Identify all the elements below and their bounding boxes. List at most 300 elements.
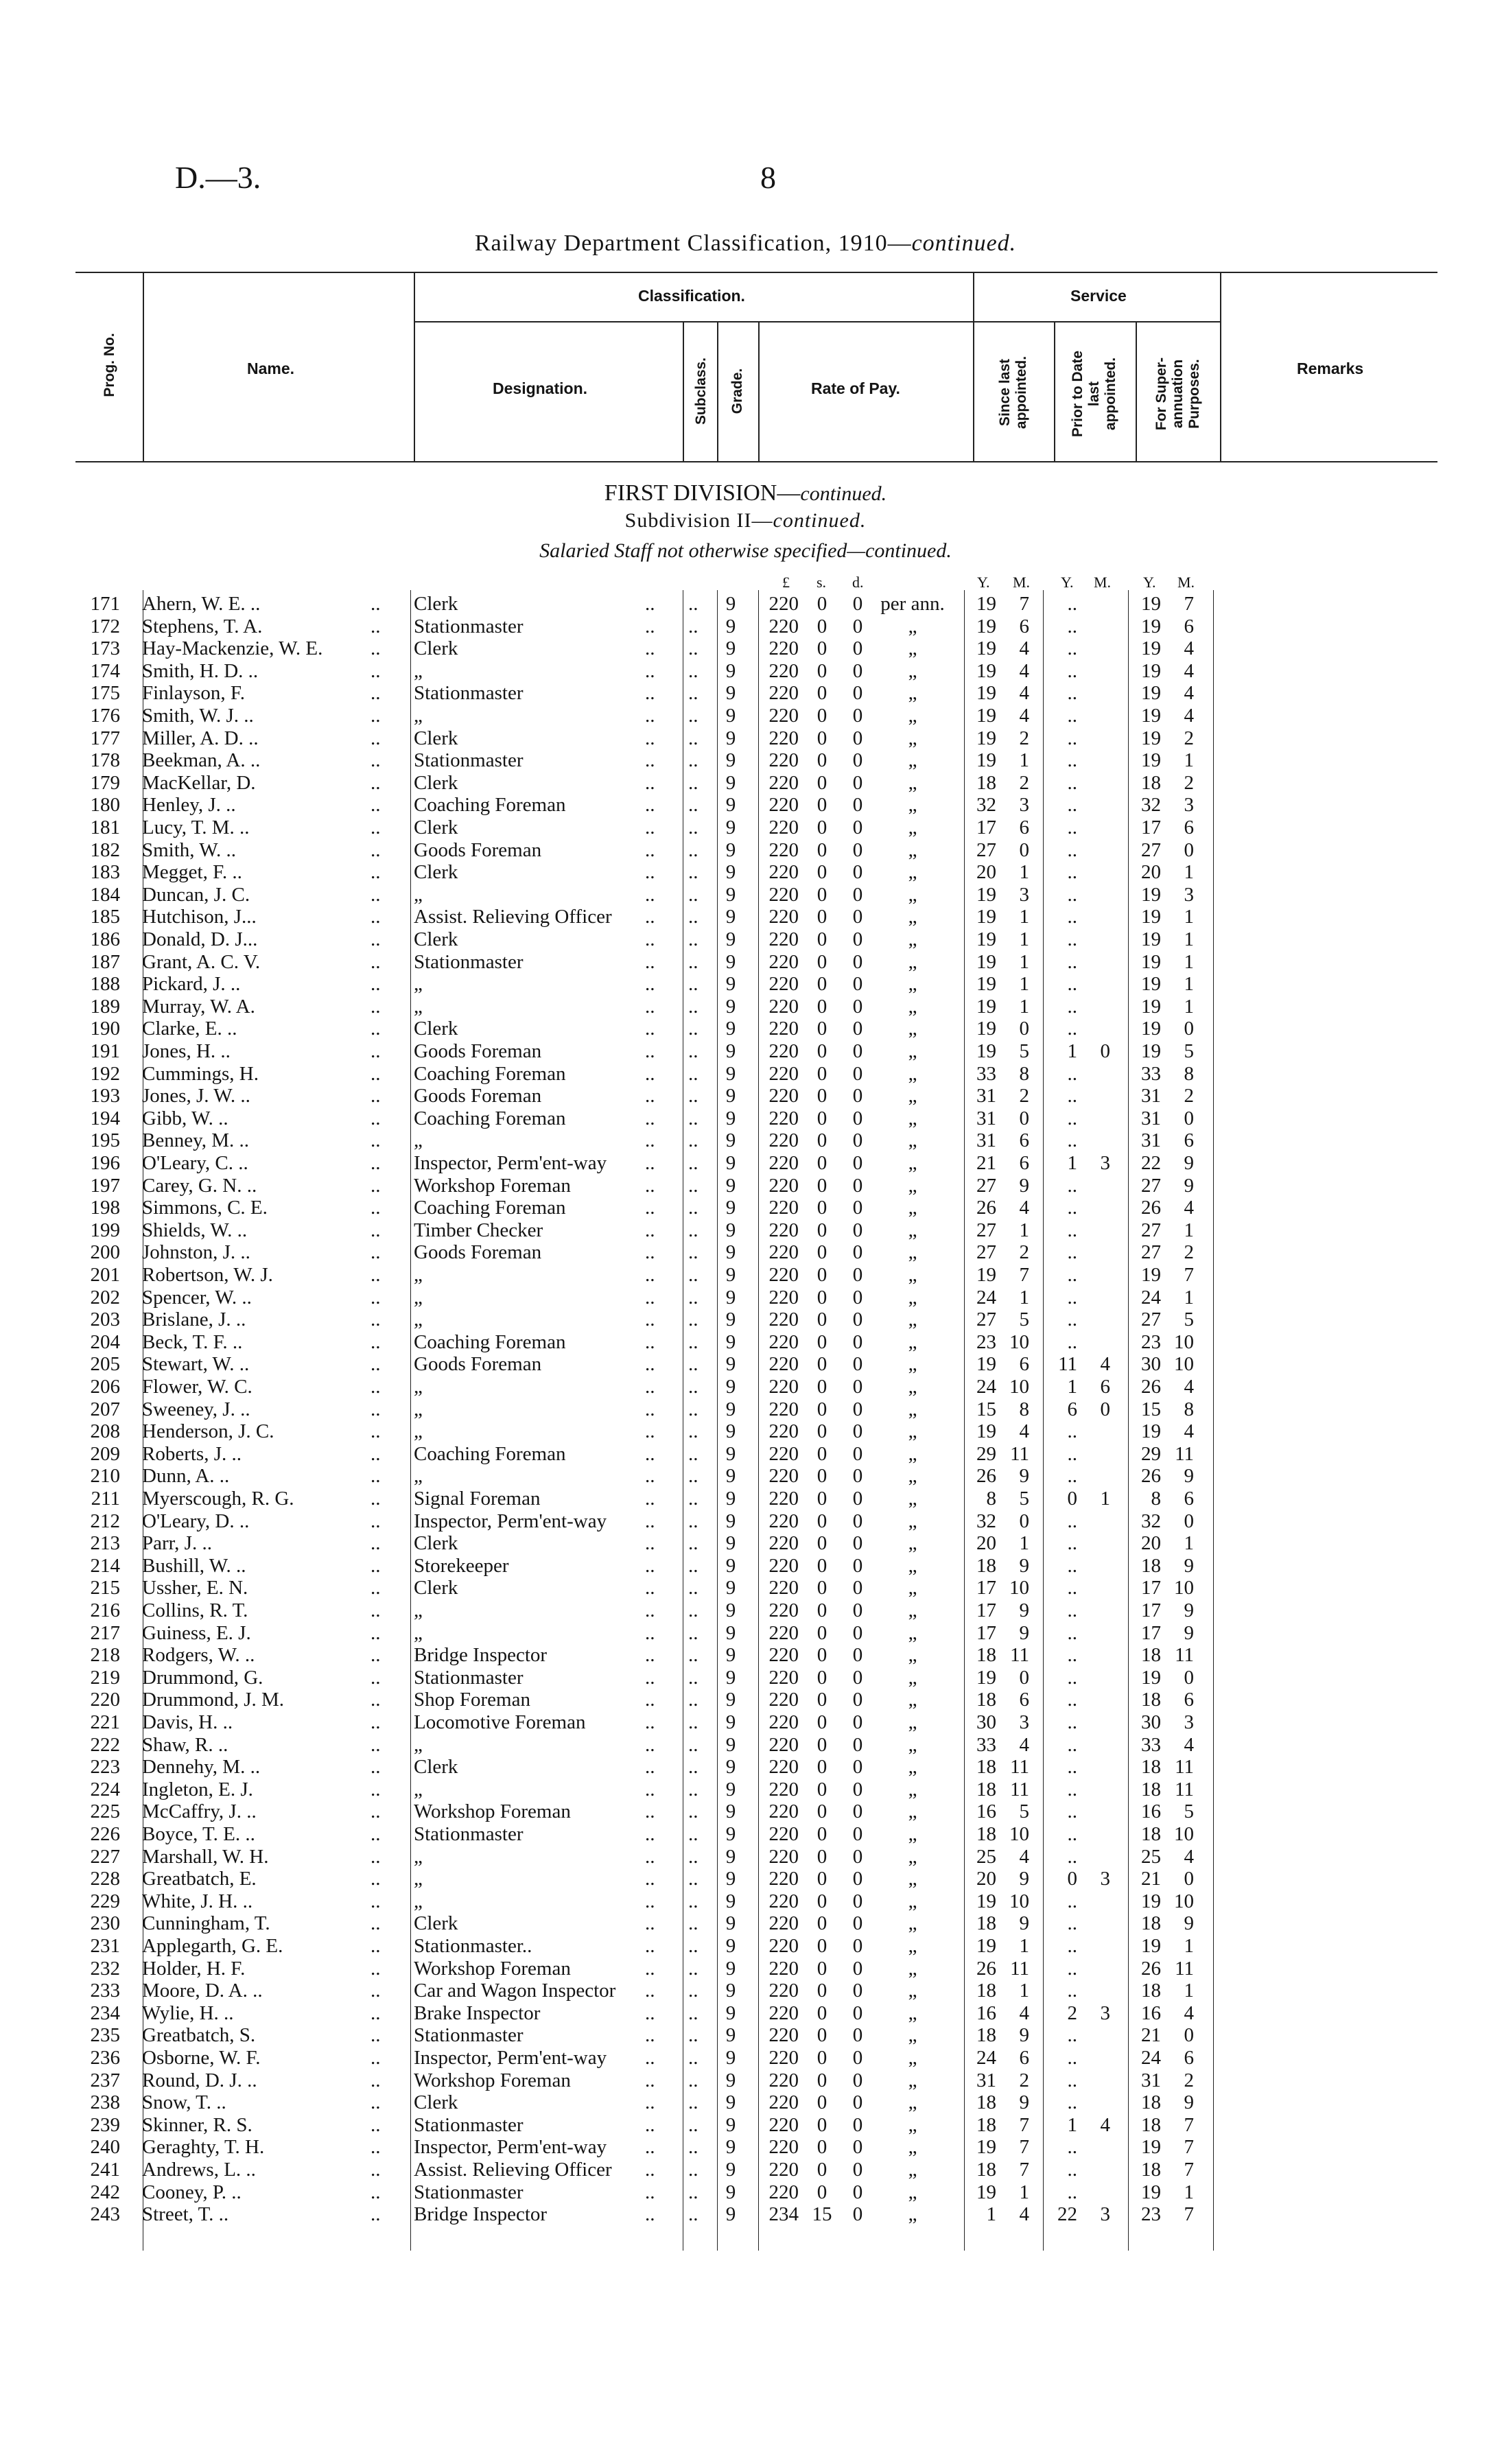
cell-prior-years: .. [1067,615,1077,637]
cell-super-years: 19 [1141,1890,1161,1912]
cell-pence: 0 [852,771,863,794]
leader-dots-2: .. [645,1018,655,1040]
leader-dots-2: .. [645,2113,655,2136]
cell-super-months: 2 [1184,727,1194,749]
header-since-last: Since last appointed. [997,355,1029,430]
leader-dots-1: .. [371,1107,381,1129]
cell-super-months: 7 [1184,2159,1194,2181]
cell-shillings: 0 [817,2113,827,2136]
table-row [0,1912,1491,1935]
table-row [0,1689,1491,1711]
unit-pounds: £ [782,574,790,591]
cell-super-years: 19 [1141,1935,1161,1957]
leader-dots-2: .. [645,995,655,1018]
leader-dots-2: .. [645,637,655,660]
cell-prior-years: .. [1067,1577,1077,1599]
cell-per-annum: „ [908,1442,917,1465]
cell-super-years: 18 [1141,2091,1161,2114]
cell-super-months: 0 [1184,1868,1194,1890]
leader-dots-1: .. [371,950,381,973]
cell-pence: 0 [852,883,863,906]
cell-pounds: 220 [768,1398,799,1420]
cell-shillings: 0 [817,1823,827,1845]
cell-super-years: 18 [1141,1980,1161,2002]
division-continued: continued. [800,482,887,505]
leader-dots-1: .. [371,2181,381,2203]
cell-prog-no: 217 [90,1621,120,1644]
leader-dots-3: .. [688,2002,698,2024]
cell-super-months: 3 [1184,794,1194,817]
cell-name: Lucy, T. M. .. [142,817,250,838]
leader-dots-1: .. [371,637,381,660]
cell-shillings: 0 [817,838,827,861]
col-rule-5 [758,321,760,462]
cell-per-annum: „ [908,1062,917,1085]
cell-super-years: 19 [1141,2136,1161,2159]
cell-per-annum: „ [908,1219,917,1241]
cell-super-years: 22 [1141,1152,1161,1174]
cell-grade: 9 [725,950,736,973]
cell-per-annum: „ [908,615,917,637]
cell-super-months: 4 [1184,1733,1194,1756]
unit-shillings: s. [817,574,827,591]
cell-prog-no: 184 [90,883,120,906]
cell-designation: Coaching Foreman [414,1330,566,1353]
cell-name: Dunn, A. .. [142,1465,230,1488]
cell-super-months: 4 [1184,1376,1194,1398]
cell-designation: Clerk [414,861,458,884]
cell-prior-months: 1 [1100,1488,1110,1510]
leader-dots-2: .. [645,1286,655,1309]
cell-super-years: 32 [1141,1510,1161,1532]
cell-shillings: 0 [817,1845,827,1868]
cell-prior-years: .. [1067,794,1077,817]
cell-pounds: 220 [768,1711,799,1733]
cell-since-months: 3 [1019,1711,1029,1733]
cell-name: Collins, R. T. [142,1599,248,1621]
cell-name: Megget, F. .. [142,861,242,884]
leader-dots-2: .. [645,838,655,861]
cell-since-years: 19 [976,659,996,682]
cell-name: Drummond, J. M. [142,1689,285,1711]
cell-super-months: 6 [1184,817,1194,838]
leader-dots-3: .. [688,1845,698,1868]
cell-prior-years: .. [1067,1845,1077,1868]
cell-per-annum: „ [908,1733,917,1756]
cell-grade: 9 [725,1129,736,1152]
cell-prior-years: .. [1067,1085,1077,1107]
cell-since-years: 19 [976,928,996,950]
cell-shillings: 0 [817,1465,827,1488]
cell-super-years: 26 [1141,1376,1161,1398]
cell-since-months: 3 [1019,794,1029,817]
table-row [0,1823,1491,1846]
cell-grade: 9 [725,705,736,727]
cell-name: Moore, D. A. .. [142,1980,263,2002]
leader-dots-3: .. [688,928,698,950]
cell-super-months: 2 [1184,1085,1194,1107]
leader-dots-2: .. [645,928,655,950]
leader-dots-1: .. [371,1376,381,1398]
table-row [0,1420,1491,1443]
leader-dots-1: .. [371,1890,381,1912]
cell-prior-years: 6 [1067,1398,1077,1420]
cell-pounds: 220 [768,1733,799,1756]
cell-grade: 9 [725,1353,736,1376]
cell-since-years: 18 [976,1823,996,1845]
cell-super-years: 25 [1141,1845,1161,1868]
cell-designation: „ [414,883,423,906]
cell-since-months: 9 [1019,1174,1029,1197]
cell-designation: Car and Wagon Inspector [414,1980,616,2002]
cell-super-years: 19 [1141,2181,1161,2203]
cell-super-years: 26 [1141,1957,1161,1980]
table-row [0,1711,1491,1734]
cell-designation: Clerk [414,637,458,660]
cell-prior-years: .. [1067,861,1077,884]
cell-super-months: 6 [1184,2047,1194,2069]
cell-grade: 9 [725,1219,736,1241]
col-rule-1 [143,272,144,462]
table-row [0,1063,1491,1086]
leader-dots-3: .. [688,1018,698,1040]
cell-grade: 9 [725,1309,736,1331]
cell-prior-years: .. [1067,2047,1077,2069]
leader-dots-1: .. [371,1197,381,1219]
leader-dots-2: .. [645,1689,655,1711]
cell-pounds: 220 [768,659,799,682]
cell-since-months: 10 [1009,1890,1029,1912]
cell-shillings: 0 [817,682,827,705]
cell-designation: Inspector, Perm'ent-way [414,2136,607,2159]
table-row [0,1085,1491,1107]
leader-dots-2: .. [645,1621,655,1644]
cell-grade: 9 [725,1040,736,1062]
cell-name: Carey, G. N. .. [142,1174,257,1197]
cell-name: Sweeney, J. .. [142,1398,250,1420]
leader-dots-1: .. [371,1599,381,1621]
unit-super-months: M. [1177,574,1195,591]
cell-designation: Goods Foreman [414,1241,542,1264]
cell-per-annum: „ [908,1420,917,1443]
cell-name: MacKellar, D. [142,771,256,794]
cell-shillings: 0 [817,1912,827,1935]
cell-pence: 0 [852,1330,863,1353]
cell-pounds: 220 [768,1778,799,1800]
cell-pence: 0 [852,1219,863,1241]
cell-prog-no: 176 [90,705,120,727]
leader-dots-2: .. [645,1868,655,1890]
cell-pence: 0 [852,1957,863,1980]
cell-super-months: 9 [1184,1599,1194,1621]
cell-prior-years: .. [1067,906,1077,928]
cell-name: Rodgers, W. .. [142,1644,255,1667]
cell-designation: Coaching Foreman [414,1062,566,1085]
cell-designation: „ [414,1376,423,1398]
cell-super-years: 30 [1141,1353,1161,1376]
cell-per-annum: „ [908,1890,917,1912]
leader-dots-2: .. [645,1488,655,1510]
cell-prior-years: .. [1067,1129,1077,1152]
cell-prior-years: .. [1067,1778,1077,1800]
cell-grade: 9 [725,1666,736,1689]
header-prog-no: Prog. No. [102,333,117,397]
cell-shillings: 0 [817,817,827,838]
cell-since-years: 31 [976,1085,996,1107]
cell-pounds: 234 [768,2203,799,2226]
leader-dots-1: .. [371,1488,381,1510]
cell-prior-years: .. [1067,1666,1077,1689]
table-row [0,1376,1491,1398]
cell-since-months: 1 [1019,950,1029,973]
cell-pounds: 220 [768,1442,799,1465]
cell-super-months: 4 [1184,1420,1194,1443]
cell-pence: 0 [852,1241,863,1264]
table-row [0,1555,1491,1577]
cell-shillings: 0 [817,2069,827,2091]
cell-super-years: 30 [1141,1711,1161,1733]
leader-dots-3: .. [688,1577,698,1599]
cell-prior-years: .. [1067,1219,1077,1241]
cell-pounds: 220 [768,2069,799,2091]
cell-super-years: 19 [1141,1264,1161,1286]
cell-designation: Shop Foreman [414,1689,530,1711]
cell-since-months: 9 [1019,2091,1029,2114]
cell-since-years: 32 [976,794,996,817]
cell-prior-years: .. [1067,1890,1077,1912]
cell-super-years: 23 [1141,2203,1161,2226]
cell-since-years: 23 [976,1330,996,1353]
cell-pounds: 220 [768,1935,799,1957]
cell-pence: 0 [852,2159,863,2181]
cell-super-months: 8 [1184,1398,1194,1420]
cell-prior-years: .. [1067,771,1077,794]
cell-grade: 9 [725,1599,736,1621]
cell-since-months: 5 [1019,1488,1029,1510]
cell-name: Murray, W. A. [142,995,255,1018]
table-row [0,660,1491,683]
cell-name: Donald, D. J... [142,928,258,950]
cell-prog-no: 194 [90,1107,120,1129]
cell-since-months: 10 [1009,1330,1029,1353]
cell-designation: Clerk [414,1912,458,1935]
cell-prior-years: .. [1067,2136,1077,2159]
cell-prog-no: 171 [90,593,120,615]
leader-dots-2: .. [645,1644,655,1667]
cell-per-annum: „ [908,1935,917,1957]
table-row [0,1935,1491,1958]
leader-dots-2: .. [645,1174,655,1197]
leader-dots-2: .. [645,1890,655,1912]
cell-prior-years: 1 [1067,1376,1077,1398]
cell-designation: Inspector, Perm'ent-way [414,2047,607,2069]
cell-since-years: 19 [976,1935,996,1957]
cell-pence: 0 [852,1935,863,1957]
cell-prior-months: 3 [1100,2002,1110,2024]
cell-pounds: 220 [768,2024,799,2047]
leader-dots-1: .. [371,1152,381,1174]
cell-pounds: 220 [768,1532,799,1555]
cell-pence: 0 [852,861,863,884]
cell-since-months: 1 [1019,1980,1029,2002]
cell-prog-no: 203 [90,1309,120,1331]
cell-pounds: 220 [768,1980,799,2002]
table-row [0,1443,1491,1466]
cell-designation: Stationmaster [414,1823,524,1845]
cell-super-months: 2 [1184,1241,1194,1264]
cell-prog-no: 207 [90,1398,120,1420]
cell-prog-no: 205 [90,1353,120,1376]
cell-since-years: 26 [976,1957,996,1980]
cell-prior-years: .. [1067,1420,1077,1443]
cell-designation: Clerk [414,928,458,950]
cell-shillings: 0 [817,1286,827,1309]
cell-shillings: 0 [817,1398,827,1420]
cell-pence: 0 [852,1890,863,1912]
leader-dots-3: .. [688,973,698,996]
cell-shillings: 0 [817,1733,827,1756]
cell-grade: 9 [725,1845,736,1868]
leader-dots-1: .. [371,1554,381,1577]
leader-dots-1: .. [371,1644,381,1667]
cell-super-months: 1 [1184,1286,1194,1309]
cell-super-years: 27 [1141,838,1161,861]
cell-super-months: 1 [1184,749,1194,772]
cell-name: Shields, W. .. [142,1219,248,1241]
cell-pounds: 220 [768,1062,799,1085]
leader-dots-2: .. [645,1040,655,1062]
cell-prior-years: .. [1067,1644,1077,1667]
cell-designation: Coaching Foreman [414,1197,566,1219]
leader-dots-3: .. [688,1733,698,1756]
leader-dots-1: .. [371,1532,381,1555]
cell-pounds: 220 [768,1689,799,1711]
leader-dots-1: .. [371,615,381,637]
leader-dots-2: .. [645,1980,655,2002]
cell-pounds: 220 [768,1040,799,1062]
cell-super-months: 5 [1184,1309,1194,1331]
leader-dots-1: .. [371,1666,381,1689]
table-row [0,1152,1491,1175]
cell-pounds: 220 [768,1845,799,1868]
cell-grade: 9 [725,637,736,660]
cell-super-months: 9 [1184,1152,1194,1174]
cell-prior-years: .. [1067,593,1077,615]
cell-grade: 9 [725,1577,736,1599]
cell-since-months: 7 [1019,1264,1029,1286]
cell-since-months: 4 [1019,637,1029,660]
cell-since-years: 18 [976,1778,996,1800]
cell-super-years: 19 [1141,906,1161,928]
cell-super-months: 1 [1184,1532,1194,1555]
cell-per-annum: „ [908,1823,917,1845]
cell-shillings: 0 [817,1510,827,1532]
cell-name: Skinner, R. S. [142,2113,253,2136]
cell-pounds: 220 [768,906,799,928]
cell-name: Jones, J. W. .. [142,1085,250,1107]
cell-since-months: 4 [1019,1845,1029,1868]
cell-prior-years: .. [1067,1309,1077,1331]
cell-designation: Assist. Relieving Officer [414,2159,612,2181]
cell-super-years: 21 [1141,2024,1161,2047]
cell-pence: 0 [852,1510,863,1532]
cell-name: Stewart, W. .. [142,1353,250,1376]
cell-prior-years: .. [1067,883,1077,906]
cell-name: O'Leary, C. .. [142,1152,248,1174]
cell-name: Henley, J. .. [142,794,236,817]
cell-per-annum: „ [908,1577,917,1599]
leader-dots-1: .. [371,928,381,950]
cell-per-annum: „ [908,1309,917,1331]
cell-per-annum: „ [908,2203,917,2226]
cell-super-months: 4 [1184,705,1194,727]
cell-super-years: 19 [1141,593,1161,615]
cell-super-months: 10 [1174,1823,1194,1845]
classification-rule [414,321,1221,322]
cell-since-years: 18 [976,1980,996,2002]
leader-dots-2: .. [645,2181,655,2203]
cell-since-months: 6 [1019,2047,1029,2069]
cell-designation: Goods Foreman [414,1040,542,1062]
cell-shillings: 0 [817,2136,827,2159]
cell-pounds: 220 [768,838,799,861]
table-row [0,973,1491,996]
cell-since-years: 24 [976,1376,996,1398]
cell-prior-years: .. [1067,1733,1077,1756]
cell-name: Parr, J. .. [142,1532,212,1555]
cell-super-years: 18 [1141,2113,1161,2136]
cell-prog-no: 179 [90,771,120,794]
cell-prior-years: .. [1067,1018,1077,1040]
cell-prior-years: .. [1067,1241,1077,1264]
cell-prog-no: 225 [90,1800,120,1823]
cell-super-years: 27 [1141,1309,1161,1331]
table-row [0,1241,1491,1264]
leader-dots-3: .. [688,637,698,660]
leader-dots-2: .. [645,2024,655,2047]
leader-dots-1: .. [371,995,381,1018]
leader-dots-3: .. [688,1800,698,1823]
cell-pounds: 220 [768,2159,799,2181]
cell-super-years: 19 [1141,705,1161,727]
leader-dots-1: .. [371,794,381,817]
cell-per-annum: „ [908,1532,917,1555]
cell-name: Johnston, J. .. [142,1241,250,1264]
cell-super-months: 7 [1184,593,1194,615]
header-bottom-rule [75,461,1437,462]
leader-dots-1: .. [371,1420,381,1443]
cell-name: Shaw, R. .. [142,1733,228,1756]
cell-grade: 9 [725,1711,736,1733]
cell-prog-no: 198 [90,1197,120,1219]
cell-shillings: 0 [817,973,827,996]
table-row [0,2136,1491,2159]
header-rate-of-pay: Rate of Pay. [811,379,900,397]
cell-pounds: 220 [768,771,799,794]
cell-since-months: 7 [1019,593,1029,615]
leader-dots-2: .. [645,682,655,705]
table-row [0,2047,1491,2069]
leader-dots-1: .. [371,1912,381,1935]
cell-grade: 9 [725,2203,736,2226]
header-for-super: For Super- annuation Purposes. [1153,357,1202,431]
cell-designation: „ [414,973,423,996]
cell-pence: 0 [852,838,863,861]
cell-prior-years: .. [1067,1197,1077,1219]
cell-shillings: 0 [817,928,827,950]
cell-since-years: 29 [976,1442,996,1465]
cell-super-months: 11 [1175,1442,1194,1465]
